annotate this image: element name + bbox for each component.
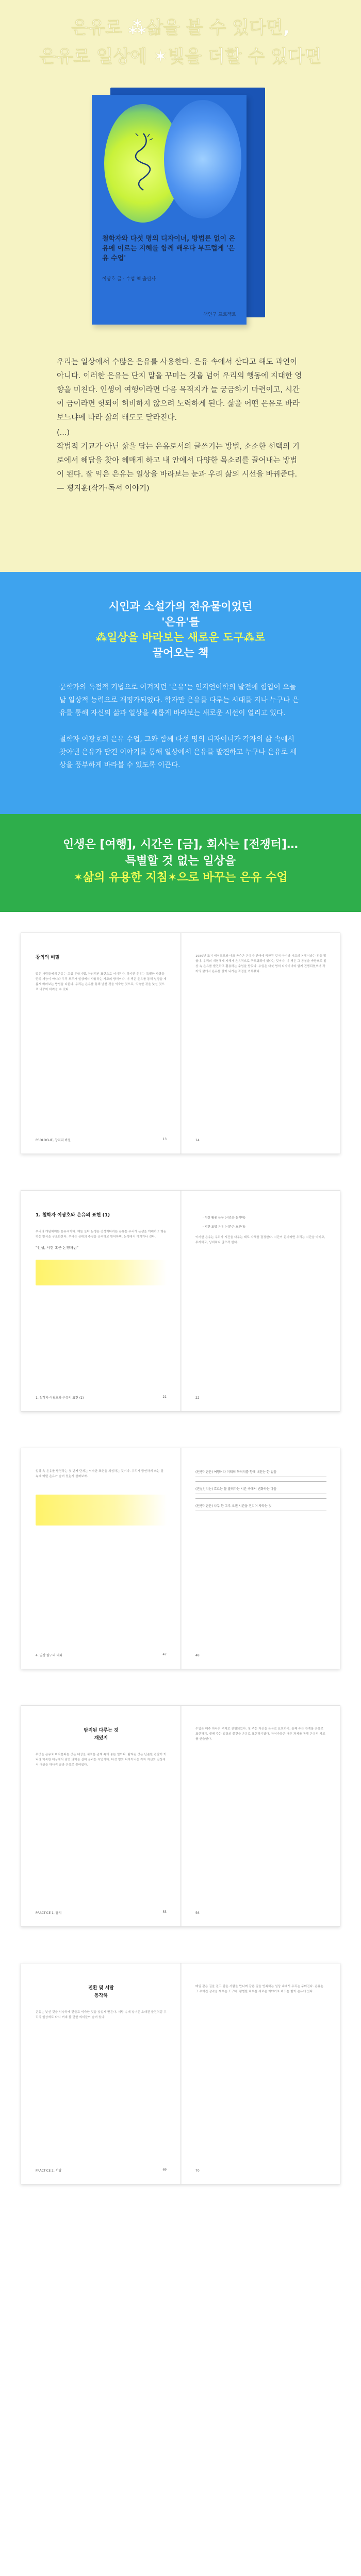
spread-3-left-footer: 4. 일상 탐구의 대화 bbox=[36, 1654, 63, 1657]
hero-title-line-1: 은유로 ⁂삶을 볼 수 있다면, bbox=[71, 18, 290, 38]
spread-4-left-page bbox=[21, 1706, 181, 1926]
spread-5-right-text: 매일 같은 길을 걷고 같은 사람을 만나며 같은 일을 반복하는 일상 속에서 우리는 무뎌진다. 은유는 그 무뎌진 감각을 깨우는 도구다. 평범한 하루를 새로운 이야기로 바꾸는 힘이 은유에 있다. bbox=[195, 1985, 324, 1993]
spread-2-highlight bbox=[36, 1260, 167, 1285]
spread-5 bbox=[21, 1963, 340, 2184]
spread-2-left-page-number: 21 bbox=[162, 1395, 167, 1399]
cover-blue-circle bbox=[164, 100, 241, 218]
tagline-section bbox=[0, 814, 361, 912]
spread-4-right-page-number: 56 bbox=[195, 1911, 200, 1915]
hero-section bbox=[0, 0, 361, 572]
spread-1-left-title: 창의의 비밀 bbox=[36, 955, 60, 960]
hero-signature: — 평지훈(작가·독서 이야기) bbox=[57, 484, 150, 493]
tagline-line-2: 특별할 것 없는 일상을 bbox=[125, 855, 236, 868]
spread-1-left-page bbox=[21, 933, 181, 1154]
cover-author: 이광호 글 · 수업 책 출판사 bbox=[102, 277, 156, 282]
spread-5-left-page-number: 69 bbox=[162, 2168, 167, 2172]
spread-3-right-note-2: (진실인지는) 흐르는 물 흘러가는 시간 속에서 변화하는 마음 bbox=[195, 1486, 326, 1494]
spread-2-left-text: 우리의 개념체계는 은유적이다. 예를 들어 논쟁은 전쟁이다라는 은유는 우리가 논쟁을 이해하고 행동하는 방식을 구조화한다. 우리는 상대의 주장을 공격하고 방어하며, 논쟁에서 이기거나 진다. bbox=[36, 1230, 167, 1239]
spread-1-left-text: 많은 사람들에게 은유는 고급 문학기법, 창의적인 표현으로 여겨진다. 하지만 은유는 특별한 사람들만의 재능이 아니라 우리 모두가 일상에서 사용하는 사고의 방식이다. 이 책은 은유를 통해 일상을 새롭게 바라보는 방법을 다룬다. 우리는 은유를 통해 낯선 것을 익숙한 것으로, 익숙한 것을 낯선 것으로 바꾸어 바라볼 수 있다. bbox=[36, 973, 167, 991]
spread-4-right-page bbox=[181, 1706, 340, 1926]
spread-5-left-subtitle: 동작하 bbox=[94, 1993, 108, 1998]
intro-head-line-3: ⁂일상을 바라보는 새로운 도구⁂로 bbox=[95, 631, 266, 643]
spread-4-left-subtitle: 재밌지 bbox=[94, 1736, 108, 1741]
spread-1-left-page-number: 13 bbox=[162, 1138, 167, 1141]
spread-4-right-text: 수업은 매주 하나의 주제로 진행되었다. 첫 주는 자신을 은유로 표현하기, 둘째 주는 관계를 은유로 표현하기, 셋째 주는 일상의 물건을 은유로 표현하기였다. 참여자들은 매주 과제를 통해 은유적 사고를 연습했다. bbox=[195, 1727, 325, 1741]
spread-2-right-page bbox=[181, 1191, 340, 1411]
spread-3-right-note-1: (인생이란은) 여행이다 미래의 목적지를 향해 내딛는 한 걸음 bbox=[195, 1469, 326, 1477]
spread-3 bbox=[21, 1448, 340, 1669]
spread-2-left-page bbox=[21, 1191, 181, 1411]
spread-4-left-title: 탐지된 다루는 것 bbox=[84, 1728, 119, 1733]
spread-3-highlight bbox=[36, 1495, 167, 1526]
spread-2-right-list-2: · 시간 조망 은유 (시간은 흐른다) bbox=[203, 1226, 245, 1229]
hero-body bbox=[57, 355, 304, 496]
spread-4-left-text: 무엇을 은유로 바라본다는 것은 대상을 새로운 관계 속에 놓는 일이다. 탐지된 것은 단순한 관찰이 아니라 익숙한 대상에서 낯선 의미를 길어 올리는 작업이다. 다섯 명의 디자이너는 각자 자신의 일상에서 대상을 하나씩 골라 은유로 풀어냈다. bbox=[36, 1753, 167, 1767]
hero-title-line-2: 은유로 일상에 ✶빛을 더할 수 있다면 bbox=[39, 46, 322, 67]
intro-paragraph-1: 문학가의 독점적 기법으로 여겨지던 '은유'는 인지언어학의 발전에 힘입어 오늘날 일상적 능력으로 재평가되었다. 학자만 은유를 다루는 시대를 지나 누구나 은유를 통해 자신의 삶과 일상을 새롭게 바라보는 새로운 시선이 열리고 있다. bbox=[59, 683, 299, 717]
cover-squiggle-icon bbox=[128, 131, 159, 193]
tagline-line-3: ✶삶의 유용한 지침✶으로 바꾸는 은유 수업 bbox=[73, 871, 288, 884]
book-front-cover bbox=[92, 95, 247, 325]
intro-body bbox=[59, 681, 302, 772]
spread-1-right-page-number: 14 bbox=[195, 1139, 200, 1142]
spread-2-right-list-1: · 시간 활용 은유 (시간은 돈이다) bbox=[203, 1216, 245, 1219]
spread-5-left-footer: PRACTICE 2, 서랍 bbox=[36, 2169, 62, 2173]
intro-section bbox=[0, 572, 361, 814]
spread-1-left-footer: PROLOGUE, 창의의 비밀 bbox=[36, 1139, 71, 1142]
spread-2-left-quote: "인생, 시간 혹은 논쟁처럼" bbox=[36, 1246, 78, 1250]
intro-head-line-4: 끌어오는 책 bbox=[152, 647, 209, 659]
spread-3-right-page-number: 48 bbox=[195, 1654, 200, 1657]
page-spreads bbox=[0, 912, 361, 2576]
spread-1-right-text: 1980년 조지 레이코프와 마크 존슨은 은유가 언어에 국한된 것이 아니라 사고의 본질이라는 점을 밝혔다. 우리의 개념체계 자체가 은유적으로 구조화되어 있다는 것이다. 이 책은 그 통찰을 바탕으로 일상 속 은유를 발견하고 활용하는 수업을 담았다. 수업은 다섯 명의 디자이너와 함께 진행되었으며 각자의 삶에서 은유를 찾아 나가는 과정을 기록했다. bbox=[195, 955, 326, 973]
spread-2-right-text: 이러한 은유는 우리가 시간을 다루는 태도 자체를 결정한다. 시간이 돈이라면 우리는 시간을 아끼고, 투자하고, 낭비하지 않으려 한다. bbox=[195, 1236, 325, 1244]
hero-headline bbox=[0, 0, 361, 71]
spread-2-left-title: 1. 철학자 이광호와 은유의 표현 (1) bbox=[36, 1213, 110, 1218]
spread-4 bbox=[21, 1705, 340, 1927]
tagline-line-1: 인생은 [여행], 시간은 [금], 회사는 [전쟁터]… bbox=[62, 838, 299, 851]
hero-ellipsis: (...) bbox=[57, 429, 70, 437]
spread-2 bbox=[21, 1190, 340, 1412]
spread-4-left-page-number: 55 bbox=[162, 1910, 167, 1914]
spread-3-left-page-number: 47 bbox=[162, 1653, 167, 1656]
spread-4-left-footer: PRACTICE 1, 탐지 bbox=[36, 1911, 62, 1915]
hero-paragraph-2: 작법적 기교가 아닌 삶을 담는 은유로서의 글쓰기는 방법, 소소한 선택의 기로에서 해답을 찾아 헤매게 하고 내 안에서 다양한 목소리를 끌어내는 방법이 된다. 잘 익은 은유는 일상을 바라보는 눈과 우리 삶의 시선을 바꿔준다. bbox=[57, 443, 300, 479]
spread-5-right-page bbox=[181, 1963, 340, 2184]
spread-5-left-text: 은유는 낯선 것을 익숙하게 만들고 익숙한 것을 낯설게 만든다. 서랍 속에 넣어둔 오래된 물건처럼 우리의 일상에도 다시 꺼내 볼 만한 의미들이 숨어 있다. bbox=[36, 2011, 167, 2019]
spread-3-right-note-3: (인생이란은) 나무 한 그루 오랜 시간을 견디며 자라는 것 bbox=[195, 1503, 326, 1511]
book-image bbox=[92, 88, 269, 330]
spread-3-right-page bbox=[181, 1448, 340, 1669]
spread-5-left-title: 전환 및 서랍 bbox=[88, 1986, 114, 1991]
hero-paragraph-1: 우리는 일상에서 수많은 은유를 사용한다. 은유 속에서 산다고 해도 과언이 아니다. 이러한 은유는 단지 말을 꾸미는 것을 넘어 우리의 행동에 지대한 영향을 미친다. 인생이 여행이라면 다음 목적지가 늘 궁금하기 마련이고, 시간이 금이라면 헛되이 허비하지 않으려 노력하게 된다. 삶을 어떤 은유로 바라보느냐에 따라 삶의 태도도 달라진다. bbox=[57, 358, 302, 422]
intro-headline bbox=[0, 572, 361, 660]
spread-5-right-page-number: 70 bbox=[195, 2169, 200, 2173]
cover-title: 철학자와 다섯 명의 디자이너, 방법론 없이 은유에 이르는 지혜를 함께 배우다 부드럽게 '은유 수업' bbox=[102, 235, 236, 262]
spread-3-left-page bbox=[21, 1448, 181, 1669]
intro-head-line-1: 시인과 소설가의 전유물이었던 bbox=[108, 600, 253, 613]
intro-paragraph-2: 철학자 이광호의 은유 수업, 그와 함께 다섯 명의 디자이너가 각자의 삶 속에서 찾아낸 은유가 담긴 이야기를 통해 일상에서 은유를 발견하고 누구나 은유로 세상을 풍부하게 바라볼 수 있도록 이끈다. bbox=[59, 735, 297, 769]
spread-2-left-footer: 1. 철학자 이광호와 은유의 표현 (1) bbox=[36, 1396, 84, 1400]
spread-3-left-text: 일상 속 은유를 발견하는 첫 번째 단계는 익숙한 표현을 의심하는 것이다. 우리가 당연하게 쓰는 말 속에 어떤 은유가 숨어 있는지 살펴보자. bbox=[36, 1470, 164, 1478]
cover-publisher: 책연구 프로젝트 bbox=[203, 312, 236, 317]
spread-1-right-page bbox=[181, 933, 340, 1154]
spread-5-left-page bbox=[21, 1963, 181, 2184]
spread-2-right-page-number: 22 bbox=[195, 1396, 200, 1400]
intro-head-line-2: '은유'를 bbox=[161, 616, 200, 628]
spread-1 bbox=[21, 933, 340, 1154]
